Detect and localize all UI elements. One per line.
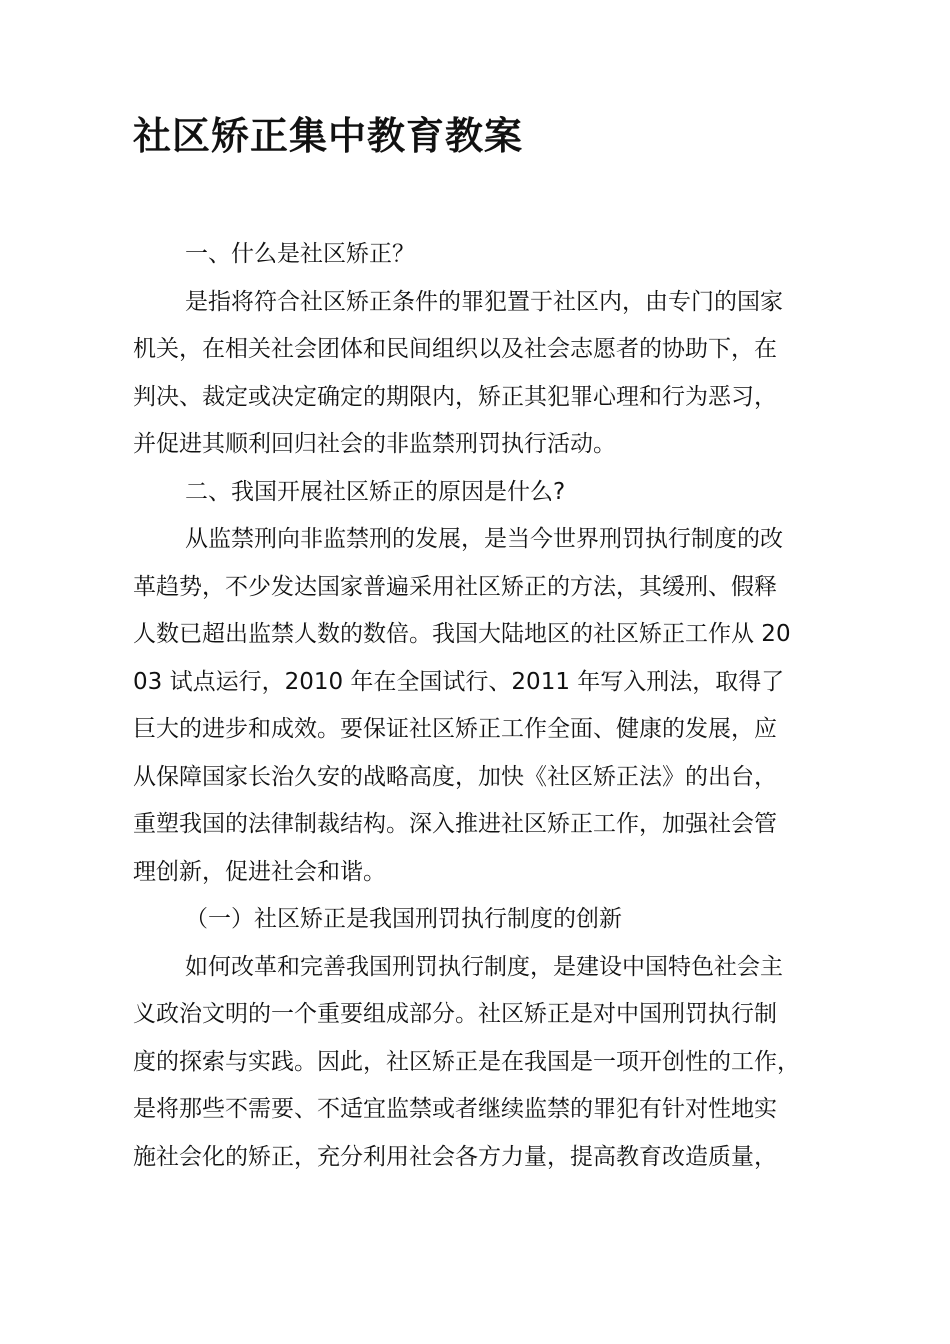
text-line: 是将那些不需要、不适宜监禁或者继续监禁的罪犯有针对性地实 (133, 1096, 777, 1122)
text-line: 重塑我国的法律制裁结构。深入推进社区矫正工作，加强社会管 (133, 811, 777, 837)
text-line: 如何改革和完善我国刑罚执行制度，是建设中国特色社会主 (185, 953, 783, 980)
text-line: （一）社区矫正是我国刑罚执行制度的创新 (185, 906, 622, 932)
text-line: 从保障国家长治久安的战略高度，加快《社区矫正法》的出台， (133, 763, 777, 790)
text-line: 是指将符合社区矫正条件的罪犯置于社区内，由专门的国家 (185, 288, 783, 315)
text-line: 二、我国开展社区矫正的原因是什么? (185, 478, 566, 505)
text-line: 机关，在相关社会团体和民间组织以及社会志愿者的协助下，在 (133, 336, 777, 362)
text-line: 从监禁刑向非监禁刑的发展，是当今世界刑罚执行制度的改 (185, 526, 783, 552)
text-line: 人数已超出监禁人数的数倍。我国大陆地区的社区矫正工作从 20 (133, 621, 791, 647)
document-title: 社区矫正集中教育教案 (133, 114, 524, 158)
text-line: 巨大的进步和成效。要保证社区矫正工作全面、健康的发展，应 (133, 716, 777, 742)
text-line: 并促进其顺利回归社会的非监禁刑罚执行活动。 (133, 431, 616, 457)
text-line: 理创新，促进社会和谐。 (133, 858, 386, 885)
text-line: 施社会化的矫正，充分利用社会各方力量，提高教育改造质量， (133, 1143, 777, 1170)
text-line: 革趋势，不少发达国家普遍采用社区矫正的方法，其缓刑、假释 (133, 573, 777, 600)
text-line: 度的探索与实践。因此，社区矫正是在我国是一项开创性的工作， (133, 1048, 800, 1075)
document-body (133, 231, 833, 1181)
text-line: 一、什么是社区矫正？ (185, 241, 415, 267)
text-line: 03 试点运行，2010 年在全国试行、2011 年写入刑法，取得了 (133, 668, 785, 695)
text-line: 判决、裁定或决定确定的期限内，矫正其犯罪心理和行为恶习， (133, 383, 777, 410)
text-line: 义政治文明的一个重要组成部分。社区矫正是对中国刑罚执行制 (133, 1001, 777, 1027)
